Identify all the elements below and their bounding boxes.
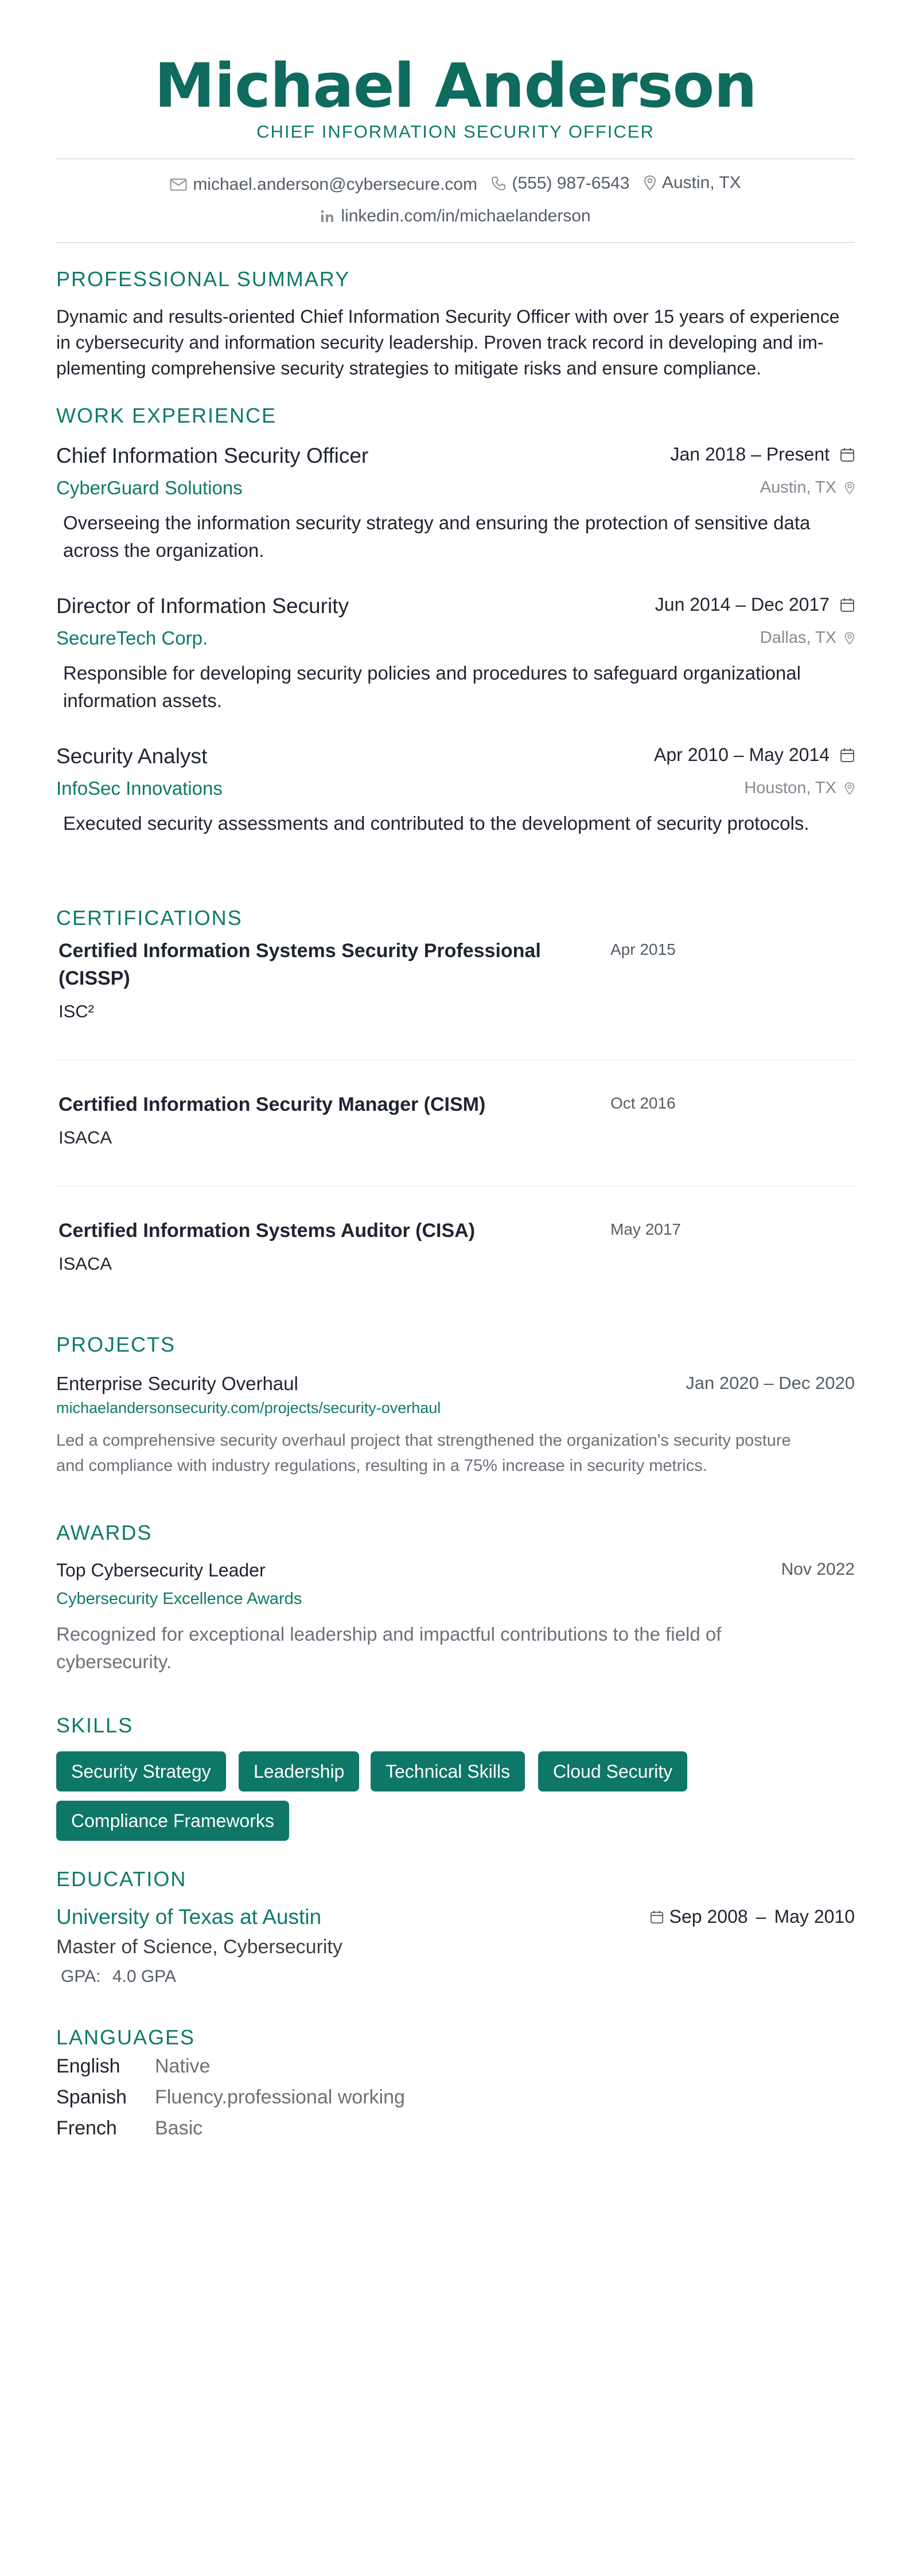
cert-date: May 2017 xyxy=(610,1220,681,1238)
summary-text xyxy=(56,304,855,381)
job-company: CyberGuard Solutions xyxy=(56,477,243,498)
education-start: Sep 2008 xyxy=(669,1906,748,1927)
job-description-line: Responsible for developing security policies and procedures to safeguard organizational xyxy=(63,662,801,684)
education-heading: EDUCATION xyxy=(56,1867,187,1891)
linkedin-text: linkedin.com/in/michaelanderson xyxy=(341,206,591,225)
awards-heading: AWARDS xyxy=(56,1521,153,1544)
language-name: French xyxy=(56,2117,117,2139)
job-description xyxy=(63,509,855,564)
gpa-value: 4.0 GPA xyxy=(112,1967,176,1986)
job-description-line: Executed security assessments and contributed to the development of security protocols. xyxy=(63,813,809,834)
education-dates xyxy=(650,1906,855,1927)
job-dates-text: Jun 2014 – Dec 2017 xyxy=(655,594,830,615)
project-description-line: Led a comprehensive security overhaul project that strengthened the organization's security posture xyxy=(56,1431,791,1450)
linkedin-item[interactable] xyxy=(320,206,590,226)
certifications-heading: CERTIFICATIONS xyxy=(56,906,243,930)
location-item xyxy=(644,173,741,193)
award-description-line: Recognized for exceptional leadership and impactful contributions to the field of xyxy=(56,1623,722,1645)
education-date-separator: – xyxy=(756,1906,766,1927)
cert-name xyxy=(59,1091,592,1118)
education-school: University of Texas at Austin xyxy=(56,1905,322,1929)
cert-date: Apr 2015 xyxy=(610,940,676,958)
job-title: Security Analyst xyxy=(56,744,208,768)
cert-name xyxy=(59,937,592,992)
summary-heading: PROFESSIONAL SUMMARY xyxy=(56,267,351,291)
map-pin-icon xyxy=(844,782,855,795)
candidate-title: CHIEF INFORMATION SECURITY OFFICER xyxy=(256,122,655,142)
job-dates-text: Jan 2018 – Present xyxy=(670,444,830,465)
education-gpa xyxy=(61,1967,176,1986)
job-description-line: information assets. xyxy=(63,690,222,711)
calendar-icon xyxy=(840,748,855,763)
map-pin-icon xyxy=(844,481,855,495)
project-dates: Jan 2020 – Dec 2020 xyxy=(686,1373,855,1393)
calendar-icon xyxy=(650,1910,664,1924)
job-dates xyxy=(654,744,855,766)
job-location-text: Houston, TX xyxy=(744,779,836,797)
calendar-icon xyxy=(840,447,855,462)
cert-issuer: ISACA xyxy=(59,1254,112,1274)
award-description-line: cybersecurity. xyxy=(56,1651,172,1672)
job-description xyxy=(63,810,855,837)
header-divider-bottom xyxy=(56,242,855,243)
skill-chip: Leadership xyxy=(239,1751,359,1792)
job-location-text: Dallas, TX xyxy=(760,629,836,647)
experience-heading: WORK EXPERIENCE xyxy=(56,404,277,427)
job-dates xyxy=(670,444,855,465)
language-level: Native xyxy=(155,2055,211,2077)
skills-heading: SKILLS xyxy=(56,1714,134,1737)
calendar-icon xyxy=(840,598,855,612)
phone-item[interactable] xyxy=(491,174,629,193)
phone-text: (555) 987-6543 xyxy=(512,174,630,193)
award-date: Nov 2022 xyxy=(781,1560,855,1579)
job-location-text: Austin, TX xyxy=(760,478,836,497)
phone-icon xyxy=(491,176,506,191)
map-pin-icon xyxy=(644,175,656,191)
cert-issuer: ISACA xyxy=(59,1127,112,1148)
language-level: Basic xyxy=(155,2117,203,2139)
cert-date: Oct 2016 xyxy=(610,1094,676,1112)
education-degree: Master of Science, Cybersecurity xyxy=(56,1936,342,1958)
candidate-name: Michael Anderson xyxy=(154,50,757,121)
summary-line: plementing comprehensive security strategies to mitigate risks and ensure compliance. xyxy=(56,358,762,378)
project-description xyxy=(56,1428,855,1478)
language-name: Spanish xyxy=(56,2086,127,2108)
mail-icon xyxy=(170,178,187,191)
gpa-label: GPA: xyxy=(61,1967,101,1986)
project-description-line: and compliance with industry regulations, resulting in a 75% increase in security metrics. xyxy=(56,1457,707,1475)
cert-issuer: ISC² xyxy=(59,1001,94,1021)
award-description xyxy=(56,1621,855,1676)
job-dates xyxy=(655,594,855,615)
location-text: Austin, TX xyxy=(661,173,741,192)
job-location xyxy=(744,779,855,798)
award-name: Top Cybersecurity Leader xyxy=(56,1560,266,1580)
summary-line: Dynamic and results-oriented Chief Information Security Officer with over 15 years of experience xyxy=(56,306,840,327)
contact-row-2 xyxy=(56,206,855,228)
job-company: SecureTech Corp. xyxy=(56,627,208,649)
job-dates-text: Apr 2010 – May 2014 xyxy=(654,744,830,765)
skill-chip: Technical Skills xyxy=(371,1751,525,1792)
job-description-line: Overseeing the information security strategy and ensuring the protection of sensitive data xyxy=(63,512,811,533)
award-issuer: Cybersecurity Excellence Awards xyxy=(56,1590,302,1608)
cert-name-line: (CISSP) xyxy=(59,967,130,989)
contact-row-1 xyxy=(56,173,855,196)
header-divider-top xyxy=(56,158,855,159)
cert-name-line: Certified Information Systems Security Professional xyxy=(59,940,541,962)
skill-chip: Security Strategy xyxy=(56,1751,226,1792)
cert-name-line: Certified Information Security Manager (CISM) xyxy=(59,1094,486,1115)
job-description-line: across the organization. xyxy=(63,540,264,561)
education-end: May 2010 xyxy=(774,1906,855,1927)
project-name: Enterprise Security Overhaul xyxy=(56,1373,298,1394)
job-title: Chief Information Security Officer xyxy=(56,444,369,467)
map-pin-icon xyxy=(844,631,855,645)
job-company: InfoSec Innovations xyxy=(56,778,223,799)
email-text: michael.anderson@cybersecure.com xyxy=(193,175,477,194)
projects-heading: PROJECTS xyxy=(56,1333,176,1356)
job-title: Director of Information Security xyxy=(56,594,349,618)
skill-chip: Compliance Frameworks xyxy=(56,1801,289,1841)
project-link[interactable]: michaelandersonsecurity.com/projects/security-overhaul xyxy=(56,1399,441,1416)
job-description xyxy=(63,659,855,715)
job-location xyxy=(760,629,855,647)
job-location xyxy=(760,478,855,497)
email-item[interactable] xyxy=(170,175,477,194)
language-name: English xyxy=(56,2055,120,2077)
languages-heading: LANGUAGES xyxy=(56,2025,196,2049)
summary-line: in cybersecurity and information security leadership. Proven track record in developing and im- xyxy=(56,332,824,353)
linkedin-icon xyxy=(320,209,335,224)
cert-name-line: Certified Information Systems Auditor (CISA) xyxy=(59,1220,476,1242)
skill-chip: Cloud Security xyxy=(538,1751,687,1792)
cert-name xyxy=(59,1217,592,1244)
language-level: Fluency.professional working xyxy=(155,2086,405,2108)
